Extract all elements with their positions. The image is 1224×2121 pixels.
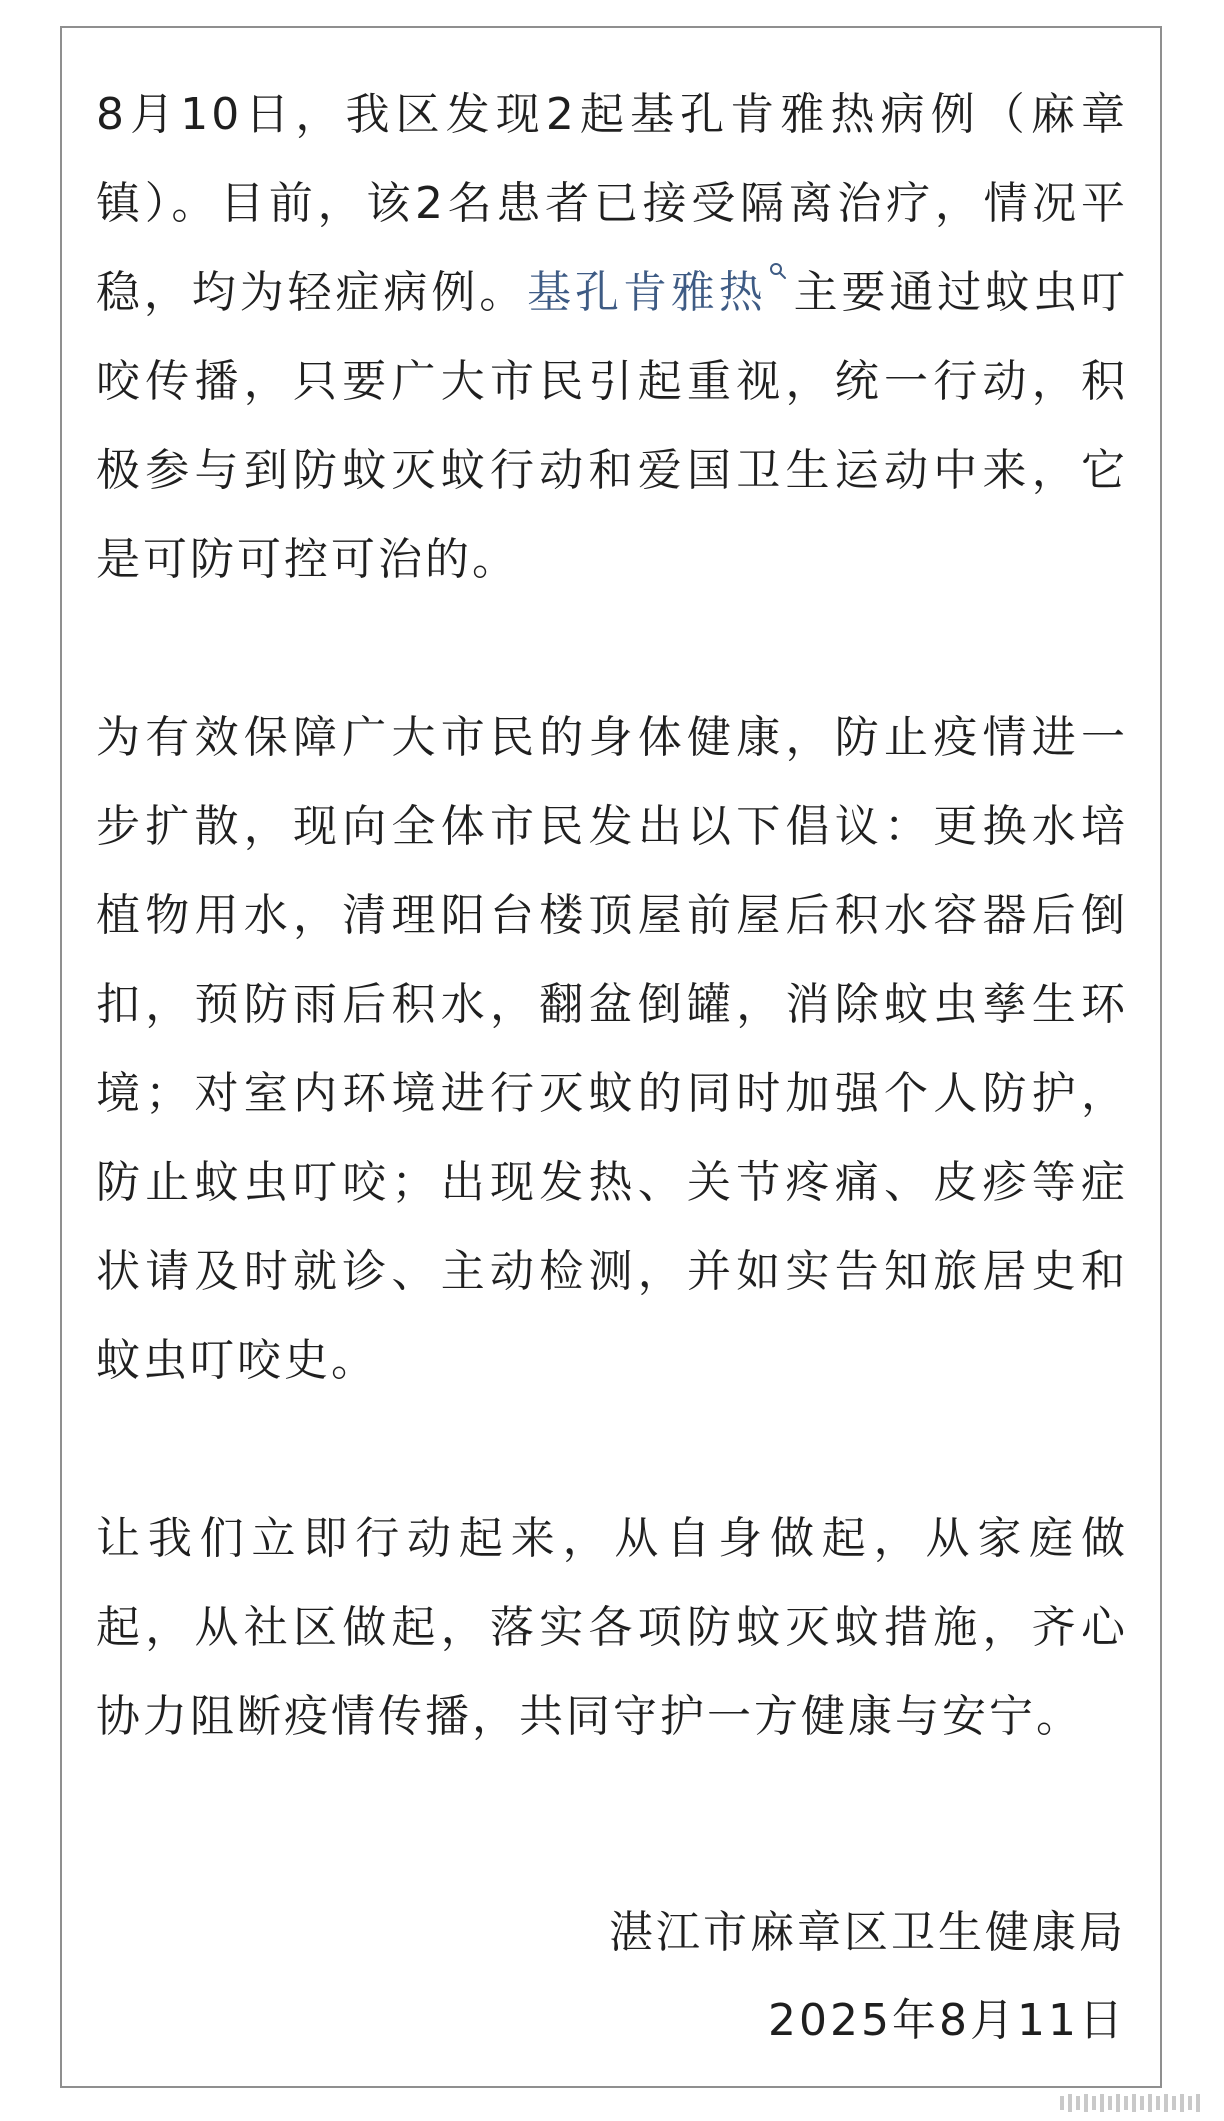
paragraph-1-text-before: 8月10日，我区发现2起基孔肯雅热病例（麻章镇）。目前，该2名患者已接受隔离治疗，情况平稳，均为轻症病例。	[96, 89, 1128, 318]
notice-body	[96, 70, 1128, 1761]
signature-date: 2025年8月11日	[768, 1995, 1126, 2046]
keyword-link[interactable]: 基孔肯雅热	[527, 267, 767, 318]
watermark-mark	[1060, 2092, 1210, 2114]
paragraph-2: 为有效保障广大市民的身体健康，防止疫情进一步扩散，现向全体市民发出以下倡议：更换水培植物用水，清理阳台楼顶屋前屋后积水容器后倒扣，预防雨后积水，翻盆倒罐，消除蚊虫孳生环境；对室内环境进行灭蚊的同时加强个人防护，防止蚊虫叮咬；出现发热、关节疼痛、皮疹等症状请及时就诊、主动检测，并如实告知旅居史和蚊虫叮咬史。	[96, 712, 1128, 1386]
paragraph-1	[96, 70, 1128, 604]
search-icon[interactable]	[769, 248, 789, 276]
signature-organization: 湛江市麻章区卫生健康局	[609, 1907, 1126, 1958]
paragraph-1-text-after: 主要通过蚊虫叮咬传播，只要广大市民引起重视，统一行动，积极参与到防蚊灭蚊行动和爱国卫生运动中来，它是可防可控可治的。	[96, 267, 1129, 585]
paragraph-3: 让我们立即行动起来，从自身做起，从家庭做起，从社区做起，落实各项防蚊灭蚊措施，齐心协力阻断疫情传播，共同守护一方健康与安宁。	[96, 1513, 1128, 1742]
